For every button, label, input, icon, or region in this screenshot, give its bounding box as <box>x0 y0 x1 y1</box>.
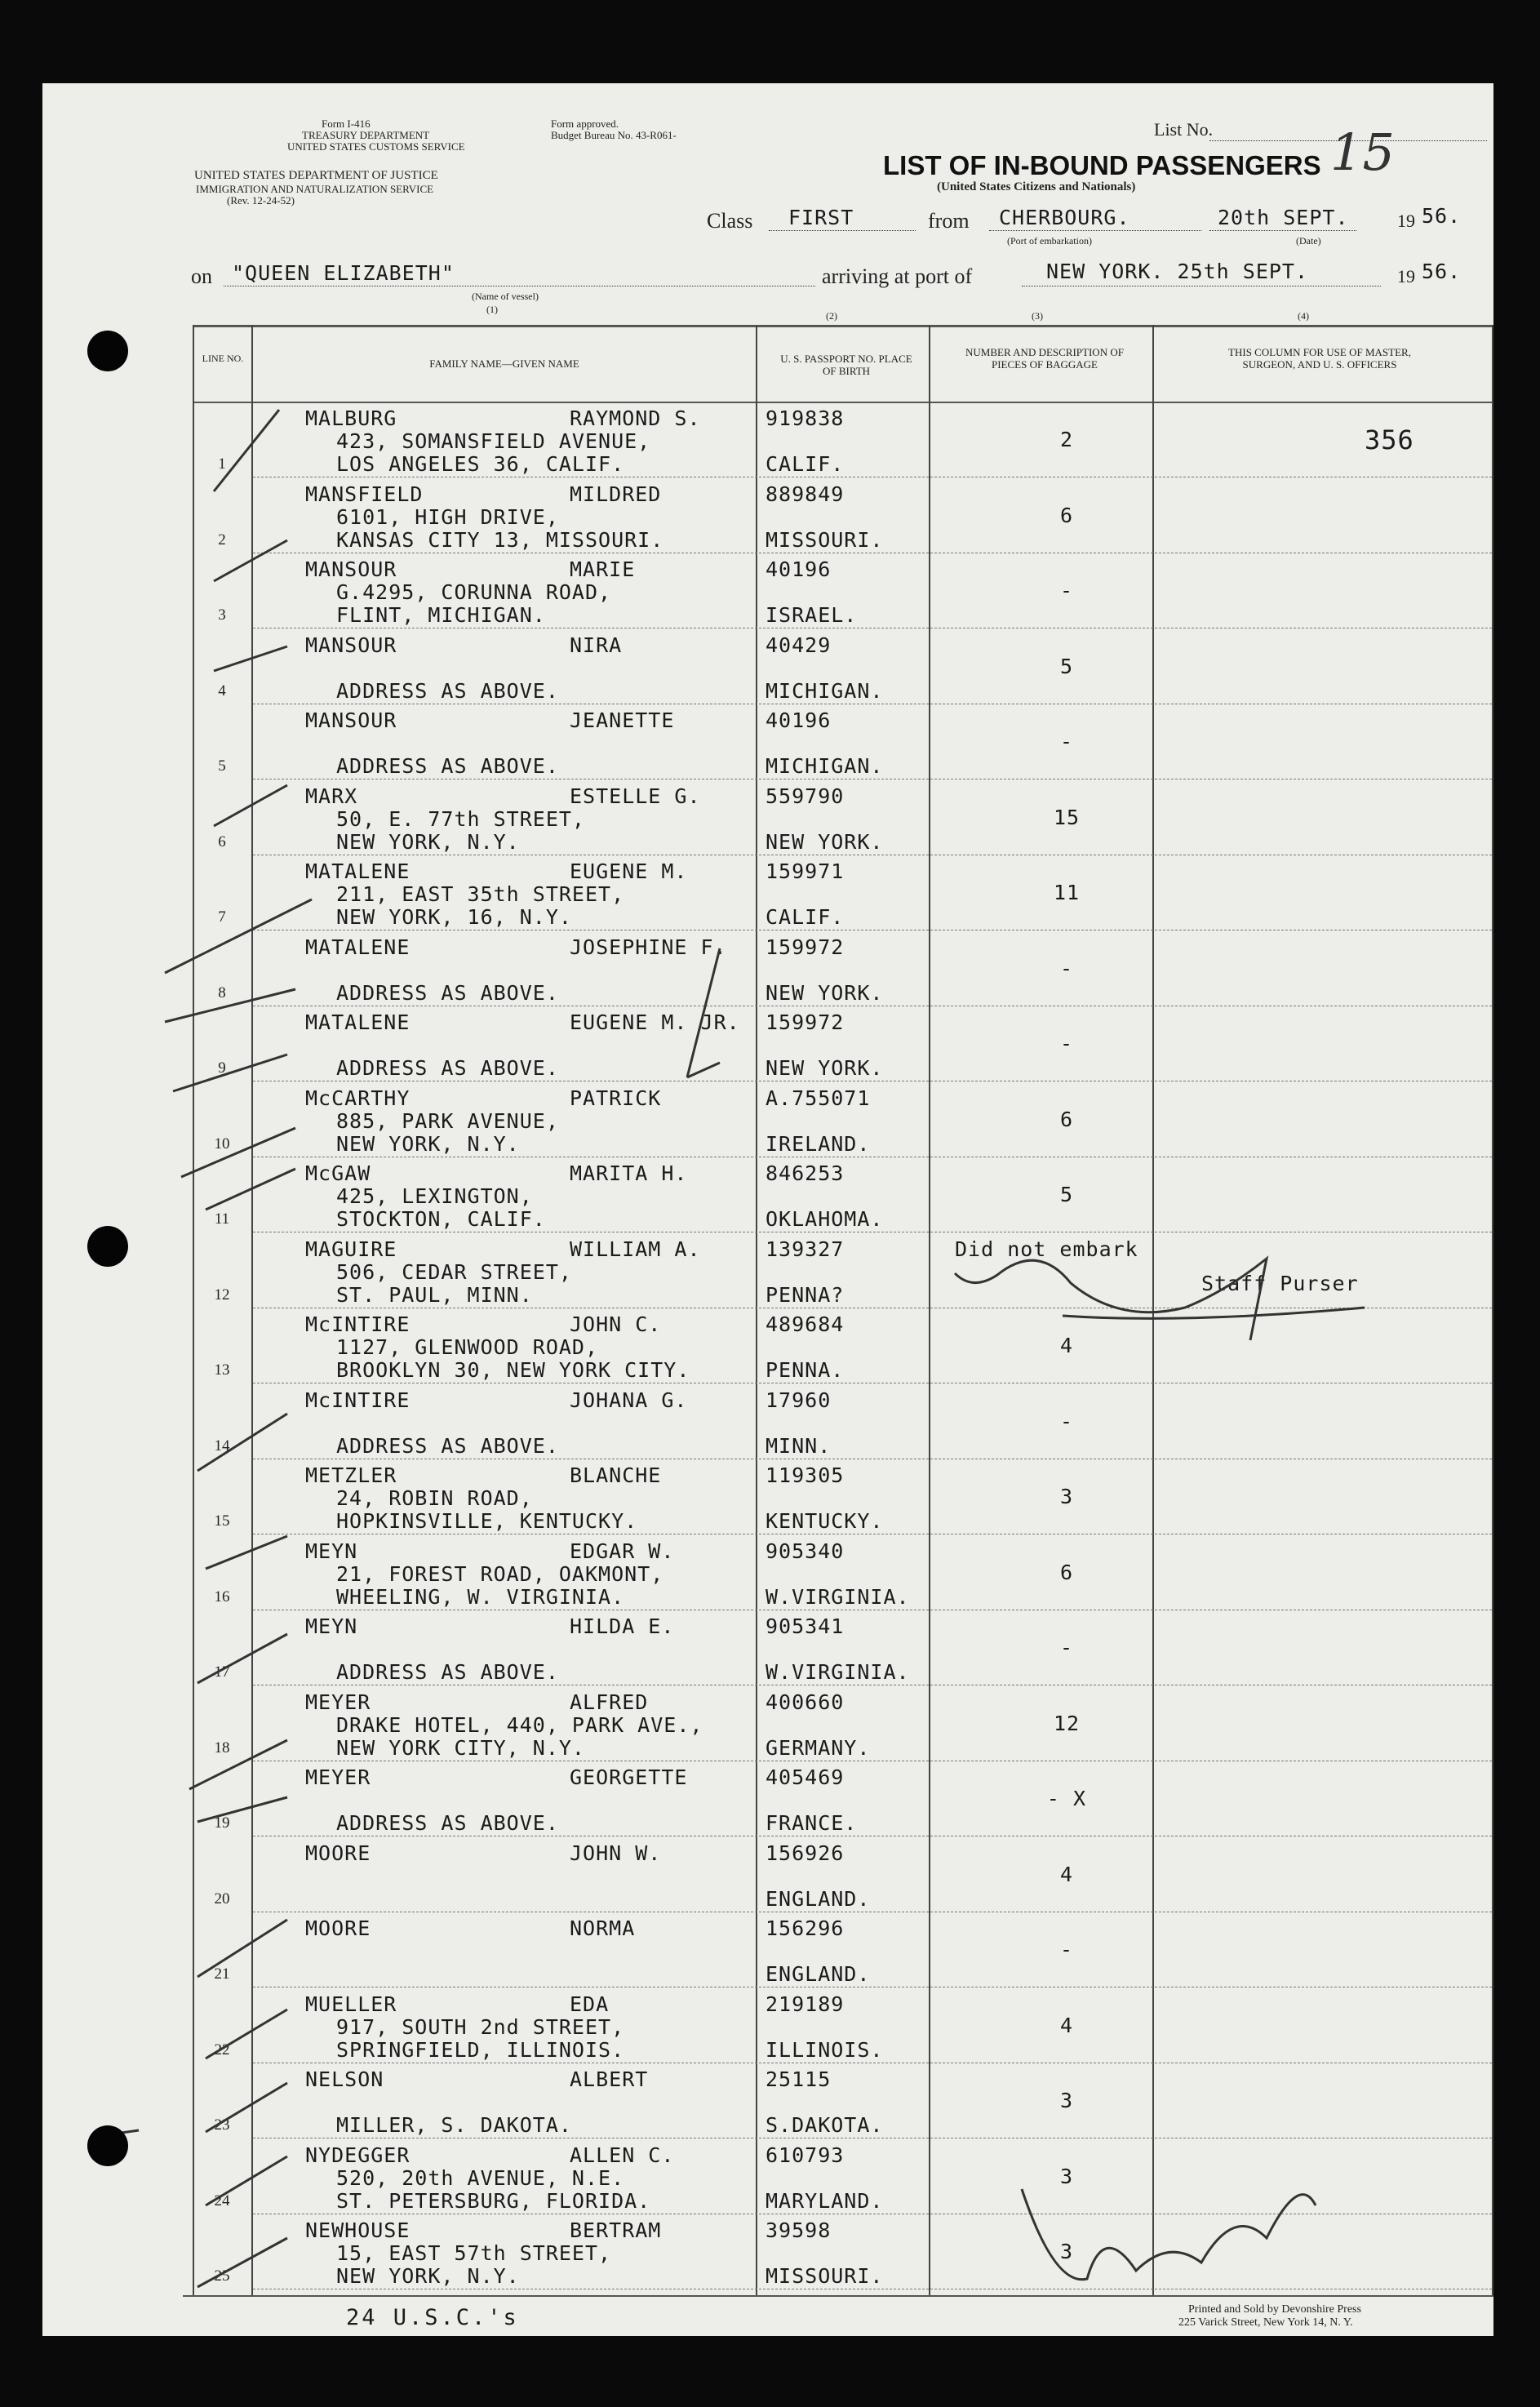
baggage-count: 6 <box>1059 503 1074 527</box>
address-line-2: ADDRESS AS ABOVE. <box>336 1811 559 1835</box>
given-name: BLANCHE <box>570 1463 662 1487</box>
manifest-page <box>42 83 1493 2336</box>
place-of-birth: PENNA. <box>766 1358 845 1382</box>
line-number: 16 <box>214 1588 230 1605</box>
place-of-birth: MINN. <box>766 1433 832 1458</box>
passport-number: 889849 <box>766 482 845 506</box>
class-label: Class <box>707 209 753 233</box>
officer-note: Staff Purser <box>1201 1271 1359 1295</box>
row-check-11 <box>206 1169 295 1210</box>
family-name: MEYER <box>305 1690 371 1714</box>
family-name: NYDEGGER <box>305 2143 411 2167</box>
row-check-7 <box>165 899 312 973</box>
address-line-1: 1127, GLENWOOD ROAD, <box>336 1335 599 1359</box>
row-check-20 <box>197 1920 287 1977</box>
line-number: 21 <box>214 1965 230 1983</box>
given-name: JOSEPHINE F. <box>570 935 727 959</box>
line-number: 13 <box>214 1361 230 1379</box>
family-name: METZLER <box>305 1463 397 1487</box>
port-caption: (Port of embarkation) <box>1007 235 1092 246</box>
family-name: McGAW <box>305 1161 371 1185</box>
line-number: 2 <box>218 531 226 548</box>
line-number: 4 <box>218 682 226 699</box>
line-number: 23 <box>214 2116 230 2134</box>
place-of-birth: FRANCE. <box>766 1811 858 1835</box>
year2-suffix: 56. <box>1422 260 1462 283</box>
baggage-count: 5 <box>1059 654 1074 678</box>
col-num-4: (4) <box>1298 310 1309 322</box>
list-no-handwritten: 15 <box>1330 122 1395 182</box>
given-name: EUGENE M. <box>570 859 688 883</box>
baggage-count: - X <box>1046 1787 1087 1810</box>
address-line-2: ADDRESS AS ABOVE. <box>336 678 559 703</box>
passport-number: 25115 <box>766 2067 832 2091</box>
year-prefix: 19 <box>1397 211 1415 231</box>
baggage-count: 4 <box>1059 1862 1074 1886</box>
passport-number: 919838 <box>766 406 845 430</box>
family-name: McINTIRE <box>305 1312 411 1336</box>
arrival-port-date: NEW YORK. 25th SEPT. <box>1046 260 1309 283</box>
passport-number: 40429 <box>766 633 832 657</box>
address-line-2: ST. PETERSBURG, FLORIDA. <box>336 2188 651 2213</box>
purser-underline <box>1063 1308 1365 1318</box>
budget-bureau: Budget Bureau No. 43-R061- <box>551 129 677 141</box>
given-name: NIRA <box>570 633 623 657</box>
row-check-15 <box>206 1536 287 1569</box>
treasury-dept: TREASURY DEPARTMENT <box>302 129 430 141</box>
place-of-birth: ILLINOIS. <box>766 2037 884 2062</box>
header-passport: U. S. PASSPORT NO. PLACE OF BIRTH <box>780 353 912 377</box>
address-line-2: BROOKLYN 30, NEW YORK CITY. <box>336 1358 690 1382</box>
vessel-name: "QUEEN ELIZABETH" <box>232 261 455 285</box>
passport-number: A.755071 <box>766 1086 871 1110</box>
family-name: MANSOUR <box>305 708 397 732</box>
family-name: MANSFIELD <box>305 482 424 506</box>
line-number: 9 <box>218 1059 226 1077</box>
line-number: 25 <box>214 2267 230 2285</box>
passport-number: 159972 <box>766 1010 845 1034</box>
given-name: JOHN W. <box>570 1841 662 1865</box>
given-name: WILLIAM A. <box>570 1237 701 1261</box>
family-name: MATALENE <box>305 935 411 959</box>
place-of-birth: W.VIRGINIA. <box>766 1660 910 1684</box>
place-of-birth: NEW YORK. <box>766 1056 884 1080</box>
given-name: MARITA H. <box>570 1161 688 1185</box>
baggage-count: - <box>1059 730 1074 753</box>
class-value: FIRST <box>788 206 854 229</box>
baggage-count: - <box>1059 1636 1074 1659</box>
baggage-count: - <box>1059 579 1074 602</box>
address-line-2: ADDRESS AS ABOVE. <box>336 1660 559 1684</box>
passport-number: 905340 <box>766 1539 845 1563</box>
family-name: NEWHOUSE <box>305 2218 411 2242</box>
justice-dept: UNITED STATES DEPARTMENT OF JUSTICE <box>194 169 438 182</box>
on-label: on <box>191 264 212 288</box>
address-line-2: ADDRESS AS ABOVE. <box>336 980 559 1005</box>
matalene-bracket <box>687 948 720 1077</box>
given-name: ALBERT <box>570 2067 649 2091</box>
given-name: JOHANA G. <box>570 1388 688 1412</box>
address-line-1: 6101, HIGH DRIVE, <box>336 504 559 529</box>
given-name: BERTRAM <box>570 2218 662 2242</box>
passport-number: 219189 <box>766 1992 845 2016</box>
embark-port: CHERBOURG. <box>999 206 1130 229</box>
from-label: from <box>928 209 970 233</box>
header-officers: THIS COLUMN FOR USE OF MASTER, SURGEON, AND U. S. OFFICERS <box>1228 346 1411 371</box>
form-title: LIST OF IN-BOUND PASSENGERS <box>883 150 1321 180</box>
form-approved: Form approved. <box>551 118 619 130</box>
address-line-2: MILLER, S. DAKOTA. <box>336 2113 572 2137</box>
row-check-3 <box>214 540 287 581</box>
line-number: 5 <box>218 757 226 775</box>
family-name: MANSOUR <box>305 633 397 657</box>
row-check-22 <box>206 2010 287 2058</box>
address-line-2: SPRINGFIELD, ILLINOIS. <box>336 2037 625 2062</box>
form-number: Form I-416 <box>322 118 371 130</box>
list-no-label: List No. <box>1154 119 1214 140</box>
line-number: 11 <box>214 1210 230 1228</box>
address-line-1: 885, PARK AVENUE, <box>336 1108 559 1133</box>
address-line-2: ADDRESS AS ABOVE. <box>336 754 559 778</box>
line-number: 17 <box>214 1663 230 1681</box>
place-of-birth: CALIF. <box>766 452 845 476</box>
form-subtitle: (United States Citizens and Nationals) <box>937 180 1136 193</box>
immigration-service: IMMIGRATION AND NATURALIZATION SERVICE <box>196 183 434 195</box>
date-caption: (Date) <box>1296 235 1321 246</box>
family-name: MEYER <box>305 1765 371 1789</box>
line-number: 6 <box>218 833 226 850</box>
arriving-label: arriving at port of <box>822 264 973 288</box>
baggage-count: - <box>1059 956 1074 980</box>
line-number: 14 <box>214 1437 230 1454</box>
handwritten-marks <box>42 83 1493 2336</box>
baggage-count: - <box>1059 1032 1074 1055</box>
baggage-count: 11 <box>1053 881 1081 904</box>
given-name: MARIE <box>570 557 636 581</box>
line-number: 18 <box>214 1739 230 1756</box>
printer-line-1: Printed and Sold by Devonshire Press <box>1188 2303 1361 2316</box>
family-name: MATALENE <box>305 1010 411 1034</box>
row-check-6 <box>214 785 287 826</box>
address-line-1: 21, FOREST ROAD, OAKMONT, <box>336 1561 664 1586</box>
given-name: ESTELLE G. <box>570 784 701 808</box>
vessel-caption: (Name of vessel) <box>472 291 539 302</box>
bag-signature <box>1022 2189 1316 2280</box>
address-line-2: NEW YORK CITY, N.Y. <box>336 1735 585 1760</box>
purser-scribble <box>955 1259 1267 1340</box>
given-name: HILDA E. <box>570 1614 675 1638</box>
family-name: MEYN <box>305 1614 358 1638</box>
given-name: NORMA <box>570 1916 636 1940</box>
passport-number: 156926 <box>766 1841 845 1865</box>
address-line-1: 50, E. 77th STREET, <box>336 806 585 831</box>
baggage-count: 6 <box>1059 1560 1074 1584</box>
baggage-count: - <box>1059 1409 1074 1433</box>
family-name: MOORE <box>305 1841 371 1865</box>
row-check-16 <box>197 1634 287 1683</box>
passport-number: 39598 <box>766 2218 832 2242</box>
address-line-2: NEW YORK, N.Y. <box>336 2264 520 2288</box>
address-line-2: WHEELING, W. VIRGINIA. <box>336 1584 625 1609</box>
passport-number: 17960 <box>766 1388 832 1412</box>
place-of-birth: CALIF. <box>766 905 845 929</box>
row-check-13 <box>197 1414 287 1471</box>
header-family-name: FAMILY NAME—GIVEN NAME <box>429 357 579 370</box>
col-num-3: (3) <box>1032 310 1043 322</box>
given-name: EDGAR W. <box>570 1539 675 1563</box>
family-name: MEYN <box>305 1539 358 1563</box>
binder-hole-middle <box>87 1226 128 1267</box>
baggage-count: - <box>1059 1938 1074 1961</box>
address-line-1: 24, ROBIN ROAD, <box>336 1486 533 1510</box>
given-name: PATRICK <box>570 1086 662 1110</box>
address-line-2: ADDRESS AS ABOVE. <box>336 1056 559 1080</box>
passport-number: 139327 <box>766 1237 845 1261</box>
baggage-count: 3 <box>1059 2240 1074 2263</box>
baggage-count: 6 <box>1059 1107 1074 1131</box>
given-name: EDA <box>570 1992 610 2016</box>
address-line-2: NEW YORK, 16, N.Y. <box>336 905 572 929</box>
row-check-10 <box>181 1128 295 1177</box>
address-line-1: 917, SOUTH 2nd STREET, <box>336 2014 625 2039</box>
given-name: EUGENE M. JR. <box>570 1010 740 1034</box>
given-name: RAYMOND S. <box>570 406 701 430</box>
passport-number: 156296 <box>766 1916 845 1940</box>
row-check-1 <box>214 410 279 491</box>
address-line-1: 15, EAST 57th STREET, <box>336 2241 612 2265</box>
place-of-birth: NEW YORK. <box>766 980 884 1005</box>
line-number: 8 <box>218 984 226 1001</box>
place-of-birth: OKLAHOMA. <box>766 1207 884 1231</box>
binder-hole-top <box>87 331 128 371</box>
address-line-2: NEW YORK, N.Y. <box>336 829 520 854</box>
row-check-8 <box>165 989 295 1022</box>
address-line-2: ST. PAUL, MINN. <box>336 1282 533 1307</box>
place-of-birth: MARYLAND. <box>766 2188 884 2213</box>
revision: (Rev. 12-24-52) <box>227 194 295 207</box>
passport-number: 405469 <box>766 1765 845 1789</box>
line-number: 7 <box>218 908 226 926</box>
given-name: GEORGETTE <box>570 1765 688 1789</box>
address-line-2: NEW YORK, N.Y. <box>336 1131 520 1156</box>
address-line-2: LOS ANGELES 36, CALIF. <box>336 452 625 476</box>
baggage-count: 15 <box>1053 805 1081 829</box>
row-check-9 <box>173 1055 287 1091</box>
passport-number: 559790 <box>766 784 845 808</box>
row-check-4 <box>214 646 287 671</box>
passport-number: 489684 <box>766 1312 845 1336</box>
customs-service: UNITED STATES CUSTOMS SERVICE <box>287 140 465 153</box>
place-of-birth: IRELAND. <box>766 1131 871 1156</box>
family-name: McCARTHY <box>305 1086 411 1110</box>
row-check-18 <box>189 1740 287 1789</box>
address-line-1: 423, SOMANSFIELD AVENUE, <box>336 429 651 453</box>
row-check-23 <box>206 2083 287 2132</box>
printer-line-2: 225 Varick Street, New York 14, N. Y. <box>1178 2316 1353 2329</box>
address-line-2: KANSAS CITY 13, MISSOURI. <box>336 527 664 552</box>
family-name: NELSON <box>305 2067 384 2091</box>
family-name: MANSOUR <box>305 557 397 581</box>
passport-number: 159972 <box>766 935 845 959</box>
place-of-birth: MISSOURI. <box>766 2264 884 2288</box>
place-of-birth: MICHIGAN. <box>766 754 884 778</box>
baggage-count: Did not embark <box>955 1237 1138 1261</box>
line-number: 15 <box>214 1512 230 1530</box>
line-number: 12 <box>214 1286 230 1303</box>
address-line-1: 506, CEDAR STREET, <box>336 1259 572 1284</box>
embark-date: 20th SEPT. <box>1218 206 1349 229</box>
baggage-count: 4 <box>1059 2013 1074 2037</box>
baggage-count: 3 <box>1059 2089 1074 2112</box>
place-of-birth: S.DAKOTA. <box>766 2113 884 2137</box>
baggage-count: 3 <box>1059 2164 1074 2188</box>
place-of-birth: MICHIGAN. <box>766 678 884 703</box>
address-line-2: STOCKTON, CALIF. <box>336 1207 546 1231</box>
place-of-birth: MISSOURI. <box>766 527 884 552</box>
place-of-birth: NEW YORK. <box>766 829 884 854</box>
year-suffix: 56. <box>1422 204 1462 228</box>
passport-number: 610793 <box>766 2143 845 2167</box>
place-of-birth: ISRAEL. <box>766 603 858 627</box>
baggage-count: 2 <box>1059 428 1074 451</box>
given-name: ALFRED <box>570 1690 649 1714</box>
family-name: MAGUIRE <box>305 1237 397 1261</box>
year2-prefix: 19 <box>1397 266 1415 286</box>
address-line-1: G.4295, CORUNNA ROAD, <box>336 580 612 604</box>
passport-number: 40196 <box>766 557 832 581</box>
place-of-birth: KENTUCKY. <box>766 1509 884 1533</box>
place-of-birth: ENGLAND. <box>766 1886 871 1911</box>
address-line-2: FLINT, MICHIGAN. <box>336 603 546 627</box>
passport-number: 40196 <box>766 708 832 732</box>
place-of-birth: PENNA? <box>766 1282 845 1307</box>
family-name: McINTIRE <box>305 1388 411 1412</box>
row-check-19 <box>197 1797 287 1822</box>
baggage-count: 4 <box>1059 1334 1074 1357</box>
line-number: 22 <box>214 2041 230 2058</box>
place-of-birth: W.VIRGINIA. <box>766 1584 910 1609</box>
address-line-2: HOPKINSVILLE, KENTUCKY. <box>336 1509 638 1533</box>
binder-hole-bottom <box>87 2125 128 2166</box>
address-line-1: 211, EAST 35th STREET, <box>336 882 625 906</box>
line-number: 3 <box>218 606 226 624</box>
given-name: ALLEN C. <box>570 2143 675 2167</box>
passport-number: 400660 <box>766 1690 845 1714</box>
address-line-1: 425, LEXINGTON, <box>336 1184 533 1208</box>
passport-number: 159971 <box>766 859 845 883</box>
line-number: 10 <box>214 1135 230 1152</box>
line-number: 24 <box>214 2192 230 2209</box>
baggage-count: 5 <box>1059 1183 1074 1206</box>
family-name: MATALENE <box>305 859 411 883</box>
family-name: MALBURG <box>305 406 397 430</box>
baggage-count: 3 <box>1059 1485 1074 1508</box>
header-baggage: NUMBER AND DESCRIPTION OF PIECES OF BAGGAGE <box>965 346 1124 371</box>
place-of-birth: GERMANY. <box>766 1735 871 1760</box>
given-name: MILDRED <box>570 482 662 506</box>
family-name: MOORE <box>305 1916 371 1940</box>
place-of-birth: ENGLAND. <box>766 1962 871 1986</box>
family-name: MARX <box>305 784 358 808</box>
baggage-count: 12 <box>1053 1711 1081 1735</box>
address-line-1: 520, 20th AVENUE, N.E. <box>336 2165 625 2190</box>
row-check-25 <box>197 2238 287 2287</box>
passport-number: 119305 <box>766 1463 845 1487</box>
citizen-count: 24 U.S.C.'s <box>346 2305 519 2330</box>
address-line-2: ADDRESS AS ABOVE. <box>336 1433 559 1458</box>
given-name: JOHN C. <box>570 1312 662 1336</box>
line-number: 1 <box>218 455 226 473</box>
family-name: MUELLER <box>305 1992 397 2016</box>
header-line-no: LINE NO. <box>202 353 244 364</box>
line-number: 20 <box>214 1890 230 1907</box>
col-num-2: (2) <box>826 310 837 322</box>
passport-number: 846253 <box>766 1161 845 1185</box>
line-number: 19 <box>214 1814 230 1832</box>
officer-note: 356 <box>1365 424 1414 455</box>
row-check-24 <box>206 2156 287 2205</box>
given-name: JEANETTE <box>570 708 675 732</box>
col-num-1: (1) <box>486 304 498 315</box>
address-line-1: DRAKE HOTEL, 440, PARK AVE., <box>336 1712 703 1737</box>
passport-number: 905341 <box>766 1614 845 1638</box>
